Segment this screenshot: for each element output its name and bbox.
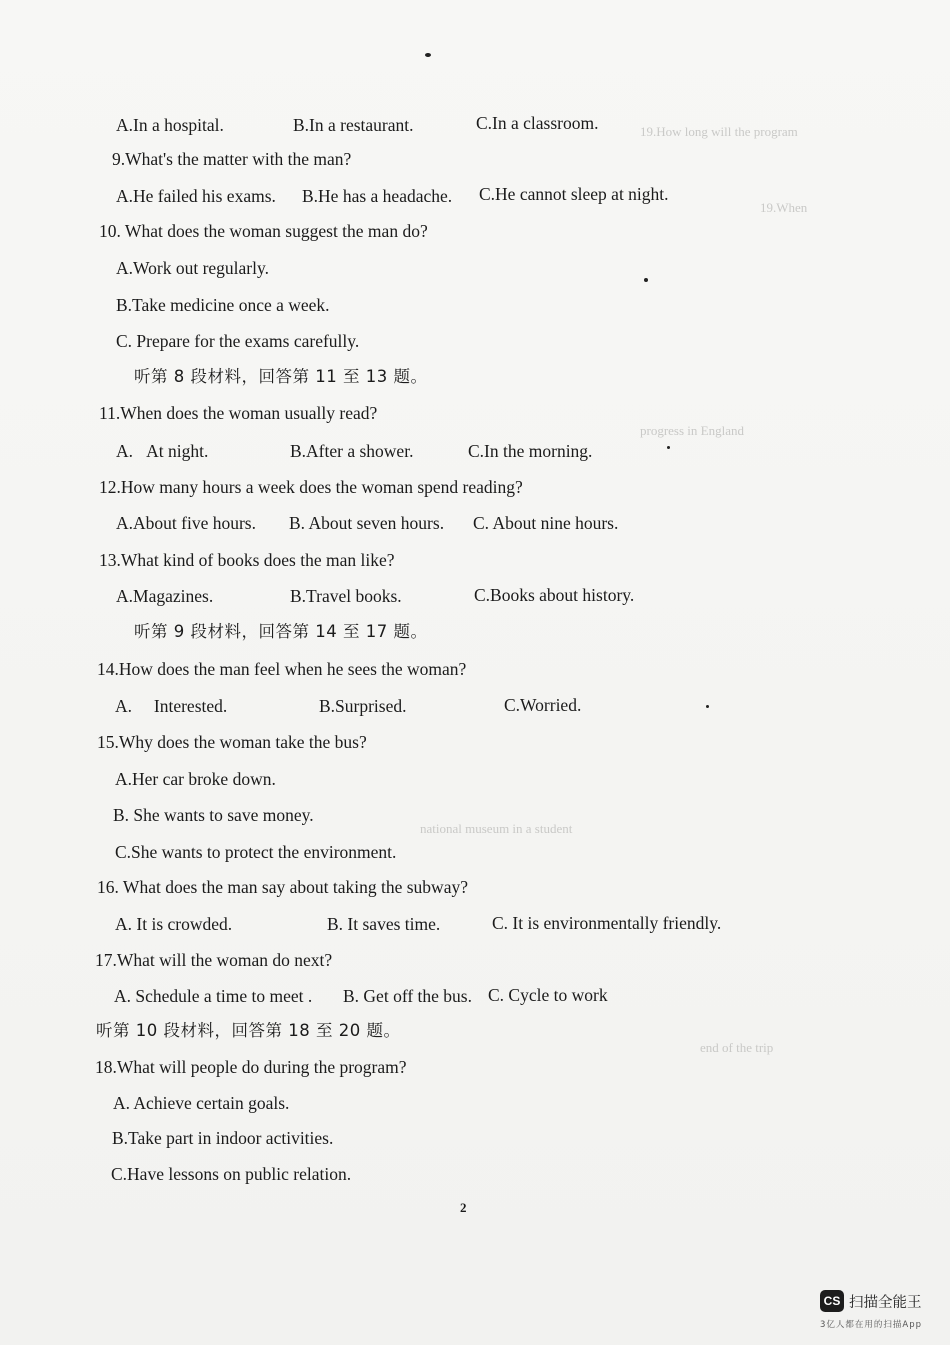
option: A. Achieve certain goals. <box>113 1093 290 1113</box>
option: A. At night. <box>116 441 209 461</box>
option: A.Work out regularly. <box>116 258 269 278</box>
question-17: 17.What will the woman do next? <box>95 950 333 970</box>
option: C.Have lessons on public relation. <box>111 1164 352 1184</box>
question-16: 16. What does the man say about taking the subway? <box>97 877 468 897</box>
section-instruction: 听第 8 段材料，回答第 11 至 13 题。 <box>134 367 428 386</box>
section-instruction: 听第 9 段材料，回答第 14 至 17 题。 <box>134 622 428 641</box>
option: C.In the morning. <box>468 441 593 461</box>
option: B.Take part in indoor activities. <box>112 1128 334 1148</box>
option: A. Schedule a time to meet . <box>114 986 313 1006</box>
option: B.He has a headache. <box>302 186 453 206</box>
option: B. About seven hours. <box>289 513 445 533</box>
question-11: 11.When does the woman usually read? <box>99 403 378 423</box>
bleed-through: 19.When <box>760 200 808 215</box>
scan-speck <box>706 705 709 708</box>
question-10: 10. What does the woman suggest the man do? <box>99 221 428 241</box>
camscanner-logo-icon: CS <box>820 1290 844 1312</box>
option: C. About nine hours. <box>473 513 619 533</box>
option: A.Her car broke down. <box>115 769 276 789</box>
option: C. It is environmentally friendly. <box>492 913 722 933</box>
option: B.Travel books. <box>290 586 402 606</box>
option: C.He cannot sleep at night. <box>479 184 669 204</box>
watermark-name: 扫描全能王 <box>849 1295 922 1311</box>
scan-speck <box>667 446 670 449</box>
option: B.After a shower. <box>290 441 414 461</box>
bleed-through: end of the trip <box>700 1040 774 1055</box>
option: A.About five hours. <box>116 513 256 533</box>
option: B. Get off the bus. <box>343 986 472 1006</box>
question-12: 12.How many hours a week does the woman spend reading? <box>99 477 523 497</box>
bleed-through: national museum in a student <box>420 821 573 836</box>
option: A.Magazines. <box>116 586 214 606</box>
option: B.Take medicine once a week. <box>116 295 330 315</box>
scan-speck <box>425 53 431 57</box>
question-9: 9.What's the matter with the man? <box>112 149 352 169</box>
option: C.She wants to protect the environment. <box>115 842 397 862</box>
option: B.In a restaurant. <box>293 115 414 135</box>
scan-speck <box>644 278 648 282</box>
option: A.He failed his exams. <box>116 186 276 206</box>
question-14: 14.How does the man feel when he sees the woman? <box>97 659 467 679</box>
option: C.Worried. <box>504 695 582 715</box>
option: B. It saves time. <box>327 914 441 934</box>
bleed-through: progress in England <box>640 423 744 438</box>
bleed-through: 19.How long will the program <box>640 124 798 139</box>
option: A. Interested. <box>115 696 228 716</box>
question-15: 15.Why does the woman take the bus? <box>97 732 367 752</box>
watermark-tagline: 3亿人都在用的扫描App <box>820 1320 923 1330</box>
page-number: 2 <box>460 1200 467 1215</box>
option: C. Cycle to work <box>488 985 608 1005</box>
option: C. Prepare for the exams carefully. <box>116 331 360 351</box>
question-13: 13.What kind of books does the man like? <box>99 550 395 570</box>
option: B. She wants to save money. <box>113 805 314 825</box>
option: A.In a hospital. <box>116 115 224 135</box>
option: C.In a classroom. <box>476 113 599 133</box>
option: A. It is crowded. <box>115 914 233 934</box>
question-18: 18.What will people do during the program? <box>95 1057 407 1077</box>
option: B.Surprised. <box>319 696 407 716</box>
section-instruction: 听第 10 段材料，回答第 18 至 20 题。 <box>96 1021 401 1040</box>
option: C.Books about history. <box>474 585 635 605</box>
